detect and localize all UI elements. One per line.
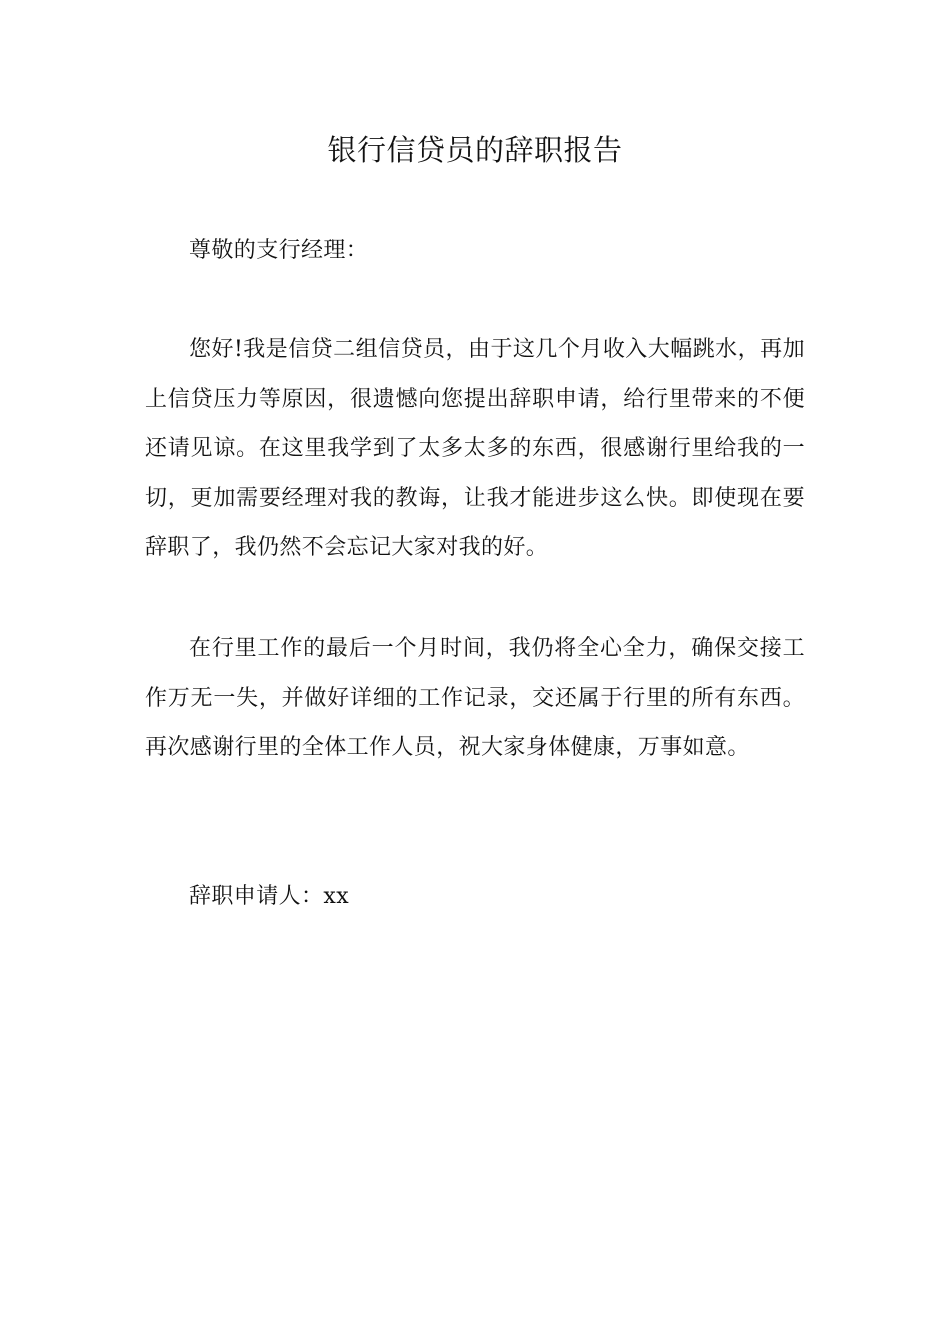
body-paragraph-2: 在行里工作的最后一个月时间，我仍将全心全力，确保交接工作万无一失，并做好详细的工作记录，交还属于行里的所有东西。再次感谢行里的全体工作人员，祝大家身体健康，万事如意。 — [145, 636, 805, 761]
document-title: 银行信贷员的辞职报告 — [327, 133, 623, 167]
salutation: 尊敬的支行经理： — [189, 238, 369, 263]
body-paragraph-1: 您好!我是信贷二组信贷员，由于这几个月收入大幅跳水，再加上信贷压力等原因，很遗憾向您提出辞职申请，给行里带来的不便还请见谅。在这里我学到了太多太多的东西，很感谢行里给我的一切，更加需要经理对我的教诲，让我才能进步这么快。即使现在要辞职了，我仍然不会忘记大家对我的好。 — [145, 337, 805, 561]
signature-line: 辞职申请人：xx — [189, 884, 350, 909]
